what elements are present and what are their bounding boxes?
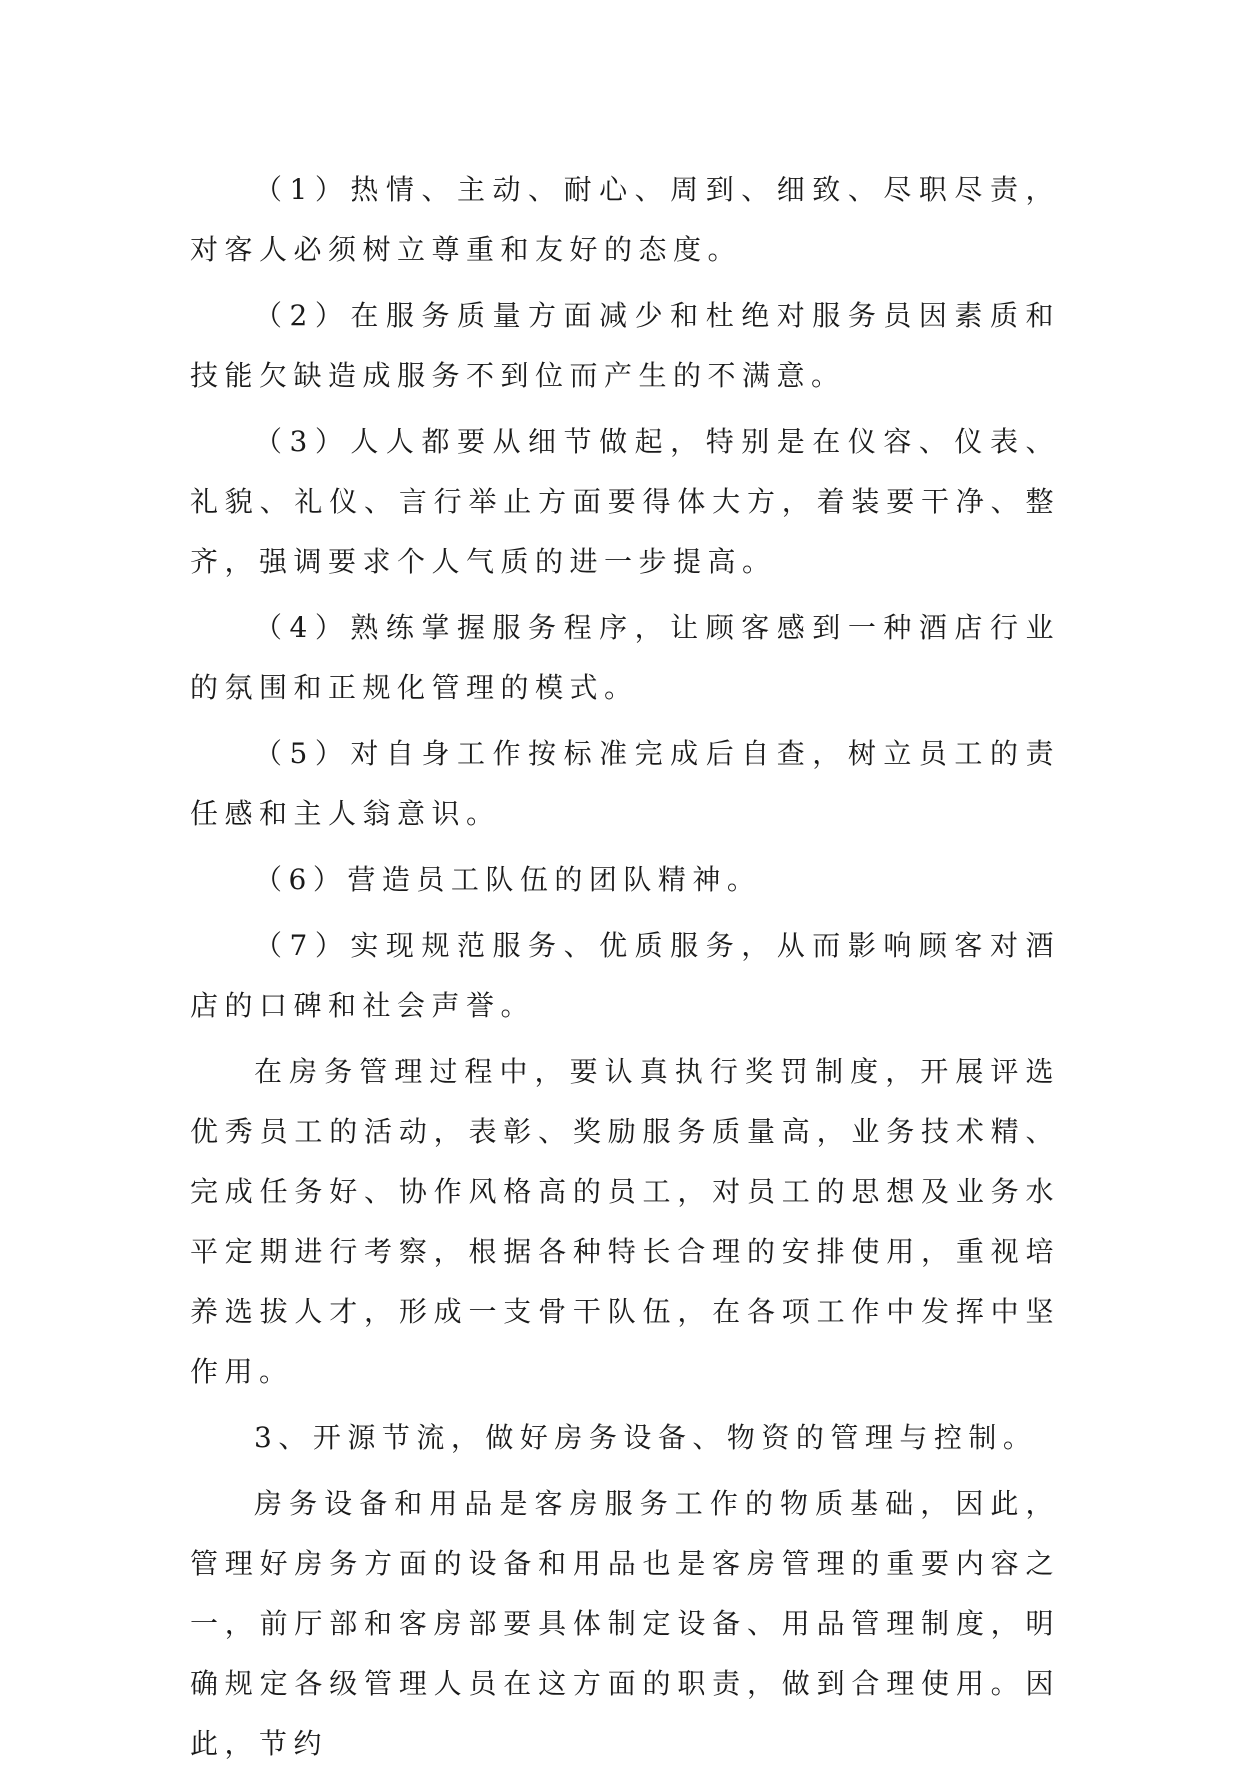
paragraph-room-management: 在房务管理过程中，要认真执行奖罚制度，开展评选优秀员工的活动，表彰、奖励服务质量高，业务技术精、完成任务好、协作风格高的员工，对员工的思想及业务水平定期进行考察，根据各种特长合理的安排使用，重视培养选拔人才，形成一支骨干队伍，在各项工作中发挥中坚作用。 bbox=[190, 1055, 1060, 1388]
paragraph-item-5: （5）对自身工作按标准完成后自查，树立员工的责任感和主人翁意识。 bbox=[190, 737, 1060, 830]
paragraph-equipment: 房务设备和用品是客房服务工作的物质基础，因此，管理好房务方面的设备和用品也是客房管理的重要内容之一，前厅部和客房部要具体制定设备、用品管理制度，明确规定各级管理人员在这方面的职责，做到合理使用。因此，节约 bbox=[190, 1487, 1060, 1760]
paragraph-item-3: （3）人人都要从细节做起，特别是在仪容、仪表、礼貌、礼仪、言行举止方面要得体大方，着装要干净、整齐，强调要求个人气质的进一步提高。 bbox=[190, 425, 1060, 578]
paragraph-item-7: （7）实现规范服务、优质服务，从而影响顾客对酒店的口碑和社会声誉。 bbox=[190, 929, 1060, 1022]
paragraph-item-2: （2）在服务质量方面减少和杜绝对服务员因素质和技能欠缺造成服务不到位而产生的不满意。 bbox=[190, 299, 1060, 392]
paragraph-item-4: （4）熟练掌握服务程序，让顾客感到一种酒店行业的氛围和正规化管理的模式。 bbox=[190, 611, 1060, 704]
section-heading-3: 3、开源节流，做好房务设备、物资的管理与控制。 bbox=[254, 1421, 1038, 1454]
paragraph-item-1: （1）热情、主动、耐心、周到、细致、尽职尽责，对客人必须树立尊重和友好的态度。 bbox=[190, 173, 1060, 266]
paragraph-item-6: （6）营造员工队伍的团队精神。 bbox=[254, 863, 762, 896]
document-page bbox=[190, 160, 1060, 1780]
